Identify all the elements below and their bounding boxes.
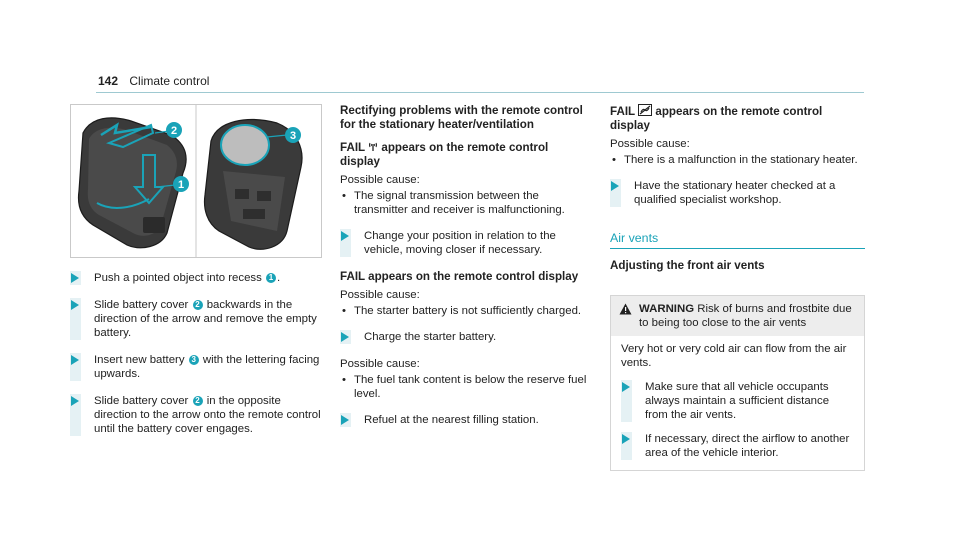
warning-text: Risk of burns and frostbite due to being too close to the air vents <box>639 303 852 329</box>
sub-heading: Adjusting the front air vents <box>610 259 765 272</box>
step-text: backwards in the direction of the arrow and remove the empty battery. <box>94 299 317 339</box>
step-arrow-icon <box>71 300 79 310</box>
step-text: Refuel at the nearest filling station. <box>364 414 539 426</box>
cause-bullet: • The starter battery is not sufficiently charged. <box>340 304 590 318</box>
step-text: in the opposite direction to the arrow onto the remote control until the battery cover engages. <box>94 395 321 435</box>
section-title-air-vents: Air vents <box>610 231 865 249</box>
step-arrow-icon <box>622 434 630 444</box>
fault-heading <box>610 104 865 133</box>
cause-bullet: • The fuel tank content is below the reserve fuel level. <box>340 373 590 401</box>
step-text: . <box>276 272 281 284</box>
battery-illustration <box>70 104 322 258</box>
step-arrow-icon <box>71 396 79 406</box>
instruction-step <box>340 413 590 427</box>
step-arrow-icon <box>341 231 349 241</box>
possible-cause-label: Possible cause: <box>340 289 420 301</box>
warning-body <box>611 336 864 470</box>
step-text: Charge the starter battery. <box>364 331 497 343</box>
right-column <box>610 104 865 471</box>
step-arrow-icon <box>622 382 630 392</box>
step-text: Slide battery cover <box>94 299 189 311</box>
fault-text: appears on the remote control display <box>340 141 549 168</box>
callout-label: 3 <box>289 130 297 142</box>
callout-badge: 2 <box>193 300 203 310</box>
instruction-step <box>70 353 325 381</box>
instruction-step <box>621 380 854 422</box>
antenna-icon <box>368 140 378 152</box>
fault-heading: FAIL appears on the remote control display <box>340 270 579 283</box>
fault-code: FAIL <box>610 105 635 118</box>
step-text: Make sure that all vehicle occupants always maintain a sufficient distance from the air vents. <box>645 381 830 421</box>
fault-code: FAIL <box>340 141 365 154</box>
step-text: Push a pointed object into recess <box>94 272 262 284</box>
step-text: with the lettering facing upwards. <box>94 354 320 380</box>
page-number: 142 <box>98 74 119 88</box>
step-text: Change your position in relation to the vehicle, moving closer if necessary. <box>364 230 556 256</box>
step-arrow-icon <box>341 415 349 425</box>
section-heading: Rectifying problems with the remote control for the stationary heater/ventilation <box>340 104 583 131</box>
step-arrow-icon <box>71 273 79 283</box>
step-arrow-icon <box>71 355 79 365</box>
possible-cause-label: Possible cause: <box>610 138 690 150</box>
callout-badge: 2 <box>193 396 203 406</box>
warning-label: WARNING <box>639 303 695 315</box>
fan-off-icon <box>638 104 652 116</box>
warning-header <box>611 296 864 336</box>
cause-bullet: • There is a malfunction in the stationary heater. <box>610 153 865 167</box>
fault-heading <box>340 140 590 169</box>
page-header <box>98 74 209 88</box>
callout-badge: 3 <box>189 355 199 365</box>
instruction-step <box>70 271 325 285</box>
callout-badge: 1 <box>266 273 276 283</box>
cause-bullet: • The signal transmission between the transmitter and receiver is malfunctioning. <box>340 189 590 217</box>
instruction-step <box>621 432 854 460</box>
step-text: Insert new battery <box>94 354 185 366</box>
step-text: Have the stationary heater checked at a qualified specialist workshop. <box>634 180 836 206</box>
instruction-step <box>340 330 590 344</box>
instruction-step <box>610 179 865 207</box>
instruction-step <box>70 298 325 340</box>
step-text: Slide battery cover <box>94 395 189 407</box>
step-arrow-icon <box>611 181 619 191</box>
troubleshooting-section <box>340 104 590 427</box>
instruction-step <box>340 229 590 257</box>
callout-label: 2 <box>170 125 178 137</box>
chapter-title: Climate control <box>129 74 210 88</box>
callout-label: 1 <box>177 179 185 191</box>
battery-replacement-steps <box>70 271 325 436</box>
warning-box <box>610 295 865 471</box>
warning-icon <box>619 303 632 315</box>
step-text: If necessary, direct the airflow to another area of the vehicle interior. <box>645 433 850 459</box>
fault-text: appears on the remote control display <box>610 105 823 132</box>
possible-cause-label: Possible cause: <box>340 174 420 186</box>
warning-description: Very hot or very cold air can flow from the air vents. <box>621 343 847 369</box>
possible-cause-label: Possible cause: <box>340 358 420 370</box>
instruction-step <box>70 394 325 436</box>
header-rule <box>96 92 864 93</box>
step-arrow-icon <box>341 332 349 342</box>
remote-control-illustration <box>71 105 321 257</box>
